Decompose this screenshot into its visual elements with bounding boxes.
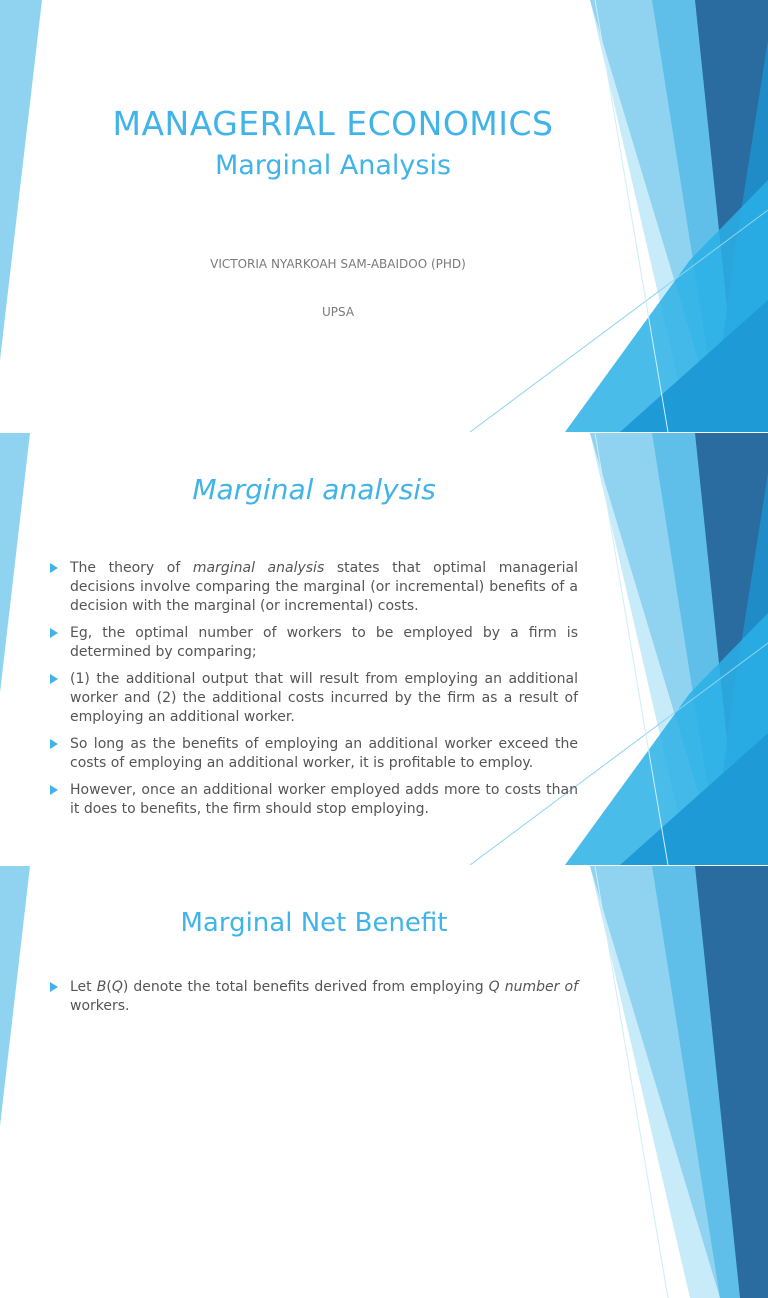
bullet-text-pre: The theory of xyxy=(70,560,193,576)
bullet-text: So long as the benefits of employing an additional worker exceed the costs of employing an additional worker, it is profitable to employ. xyxy=(70,736,578,771)
marginal-analysis-slide xyxy=(0,433,768,865)
bullet-text: ( xyxy=(106,979,112,995)
slide-title: Marginal Net Benefit xyxy=(180,908,448,938)
presentation-subtitle: Marginal Analysis xyxy=(214,150,452,181)
bullet-text-emphasis: B xyxy=(96,979,107,995)
organization-name: UPSA xyxy=(321,305,355,319)
slide-title: Marginal analysis xyxy=(192,473,436,506)
list-item xyxy=(48,735,578,773)
triangle-right-icon xyxy=(50,739,58,749)
triangle-right-icon xyxy=(50,674,58,684)
list-item xyxy=(48,978,578,1016)
bullet-list xyxy=(48,978,578,1024)
list-item xyxy=(48,559,578,616)
triangle-right-icon xyxy=(50,563,58,573)
triangle-right-icon xyxy=(50,785,58,795)
author-name: VICTORIA NYARKOAH SAM-ABAIDOO (PHD) xyxy=(210,257,466,271)
slide-separator xyxy=(0,865,768,866)
list-item xyxy=(48,624,578,662)
bullet-text: (1) the additional output that will result from employing an additional worker and (2) the additional costs incurred by the firm as a result of employing an additional worker. xyxy=(70,671,578,725)
marginal-net-benefit-slide xyxy=(0,866,768,1298)
slide-decoration xyxy=(0,0,768,432)
bullet-text: Eg, the optimal number of workers to be employed by a firm is determined by comparing; xyxy=(70,625,578,660)
bullet-list xyxy=(48,559,578,827)
bullet-text-emphasis: Q xyxy=(111,979,123,995)
bullet-text: Let xyxy=(70,979,97,995)
bullet-text-emphasis: marginal analysis xyxy=(192,560,325,576)
bullet-text-post: states that optimal managerial decisions involve comparing the marginal (or incremental) benefits of a decision with the marginal (or incremental) costs. xyxy=(70,560,578,614)
triangle-right-icon xyxy=(50,982,58,992)
slide-separator xyxy=(0,432,768,433)
bullet-text: ) denote the total benefits derived from employing xyxy=(122,979,489,995)
bullet-text-emphasis: Q number of xyxy=(488,979,578,995)
triangle-right-icon xyxy=(50,628,58,638)
bullet-text: workers. xyxy=(70,998,130,1014)
presentation-title: MANAGERIAL ECONOMICS xyxy=(112,104,554,143)
bullet-text: However, once an additional worker employed adds more to costs than it does to benefits, the firm should stop employing. xyxy=(70,782,578,817)
title-slide xyxy=(0,0,768,432)
list-item xyxy=(48,781,578,819)
list-item xyxy=(48,670,578,727)
